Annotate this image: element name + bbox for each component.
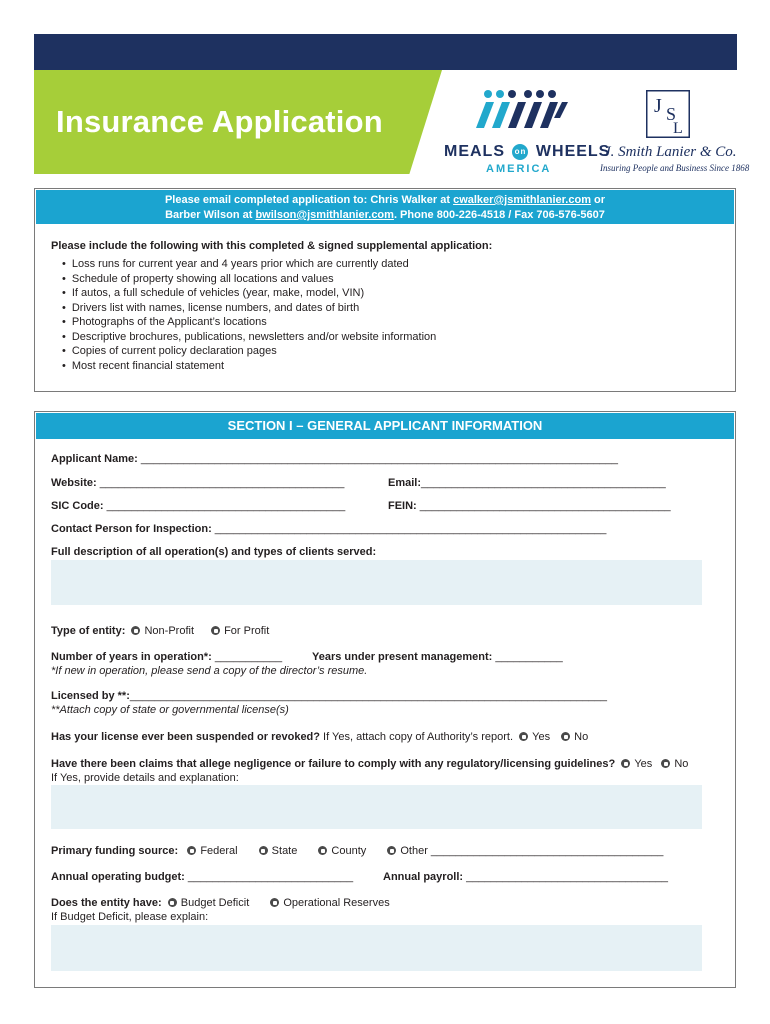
years-management-field[interactable]: Years under present management: ___________	[312, 651, 563, 663]
meals-on-wheels-wordmark: MEALS on WHEELS	[444, 143, 611, 160]
deficit-note: If Budget Deficit, please explain:	[51, 911, 209, 923]
radio-icon	[270, 898, 279, 907]
radio-icon	[519, 732, 528, 741]
list-item: • Most recent financial statement	[62, 359, 436, 374]
suspended-yes-option[interactable]: Yes	[519, 731, 550, 743]
suspended-no-option[interactable]: No	[561, 731, 588, 743]
funding-federal-option[interactable]: Federal	[187, 845, 237, 857]
non-profit-option[interactable]: Non-Profit	[131, 625, 194, 637]
applicant-name-field[interactable]: Applicant Name: ______________________________________________________________________________	[51, 453, 619, 465]
funding-other-option[interactable]: Other ______________________________________	[387, 845, 663, 857]
meals-on-wheels-america: AMERICA	[486, 163, 552, 175]
svg-text:J: J	[654, 95, 662, 117]
full-description-input[interactable]	[51, 560, 702, 605]
deficit-explanation-input[interactable]	[51, 925, 702, 971]
list-item: • Loss runs for current year and 4 years prior which are currently dated	[62, 257, 436, 272]
operational-reserves-option[interactable]: Operational Reserves	[270, 897, 389, 909]
email-banner: Please email completed application to: Chris Walker at cwalker@jsmithlanier.com or Barber Wilson at bwilson@jsmithlanier.com. Phone 800-226-4518 / Fax 706-576-5607	[36, 190, 734, 224]
budget-deficit-option[interactable]: Budget Deficit	[168, 897, 249, 909]
radio-icon	[259, 846, 268, 855]
page-title: Insurance Application	[56, 104, 383, 139]
claims-no-option[interactable]: No	[661, 758, 688, 770]
budget-field[interactable]: Annual operating budget: ___________________________	[51, 871, 354, 883]
radio-icon	[131, 626, 140, 635]
list-item: • Copies of current policy declaration pages	[62, 344, 436, 359]
for-profit-option[interactable]: For Profit	[211, 625, 269, 637]
jsl-tagline: Insuring People and Business Since 1868	[600, 163, 750, 173]
svg-text:S: S	[666, 104, 677, 124]
claims-row: Have there been claims that allege negligence or failure to comply with any regulatory/licensing guidelines? Yes No	[51, 758, 689, 770]
years-note: *If new in operation, please send a copy of the director’s resume.	[51, 665, 368, 677]
radio-icon	[561, 732, 570, 741]
requirements-list	[62, 257, 436, 373]
email-field[interactable]: Email:________________________________________	[388, 477, 666, 489]
claims-yes-option[interactable]: Yes	[621, 758, 652, 770]
radio-icon	[187, 846, 196, 855]
entity-have-row: Does the entity have: Budget Deficit Operational Reserves	[51, 897, 390, 909]
funding-row: Primary funding source: Federal State County Other ______________________________________	[51, 845, 664, 857]
list-item: • Descriptive brochures, publications, newsletters and/or website information	[62, 330, 436, 345]
list-item: • Schedule of property showing all locations and values	[62, 272, 436, 287]
full-description-label: Full description of all operation(s) and types of clients served:	[51, 546, 377, 558]
list-item: • Photographs of the Applicant’s locations	[62, 315, 436, 330]
requirements-heading: Please include the following with this completed & signed supplemental application:	[51, 240, 493, 252]
section1-title: SECTION I – GENERAL APPLICANT INFORMATION	[36, 413, 734, 439]
entity-type-row: Type of entity: Non-Profit For Profit	[51, 625, 270, 637]
radio-icon	[168, 898, 177, 907]
radio-icon	[621, 759, 630, 768]
sic-code-field[interactable]: SIC Code: _______________________________________	[51, 500, 346, 512]
list-item: • If autos, a full schedule of vehicles (year, make, model, VIN)	[62, 286, 436, 301]
funding-state-option[interactable]: State	[259, 845, 298, 857]
website-field[interactable]: Website: ________________________________________	[51, 477, 345, 489]
contact-person-field[interactable]: Contact Person for Inspection: ________________________________________________________________	[51, 523, 607, 535]
email-link-bwilson[interactable]: bwilson@jsmithlanier.com	[255, 209, 394, 221]
svg-text:L: L	[673, 120, 683, 137]
claims-explanation-input[interactable]	[51, 785, 702, 829]
jsl-logo	[646, 90, 690, 138]
email-link-cwalker[interactable]: cwalker@jsmithlanier.com	[453, 194, 591, 206]
radio-icon	[661, 759, 670, 768]
fein-field[interactable]: FEIN: _________________________________________	[388, 500, 671, 512]
header-bar	[34, 34, 737, 70]
funding-county-option[interactable]: County	[318, 845, 366, 857]
payroll-field[interactable]: Annual payroll: _________________________________	[383, 871, 669, 883]
radio-icon	[387, 846, 396, 855]
list-item: • Drivers list with names, license numbers, and dates of birth	[62, 301, 436, 316]
radio-icon	[318, 846, 327, 855]
jsl-company-name: J. Smith Lanier & Co.	[604, 144, 737, 160]
licensed-by-field[interactable]: Licensed by **:______________________________________________________________________________	[51, 690, 608, 702]
licensed-note: **Attach copy of state or governmental license(s)	[51, 704, 289, 716]
radio-icon	[211, 626, 220, 635]
claims-note: If Yes, provide details and explanation:	[51, 772, 239, 784]
suspended-row: Has your license ever been suspended or revoked? If Yes, attach copy of Authority’s report. Yes No	[51, 731, 589, 743]
years-in-operation-field[interactable]: Number of years in operation*: ___________	[51, 651, 283, 663]
